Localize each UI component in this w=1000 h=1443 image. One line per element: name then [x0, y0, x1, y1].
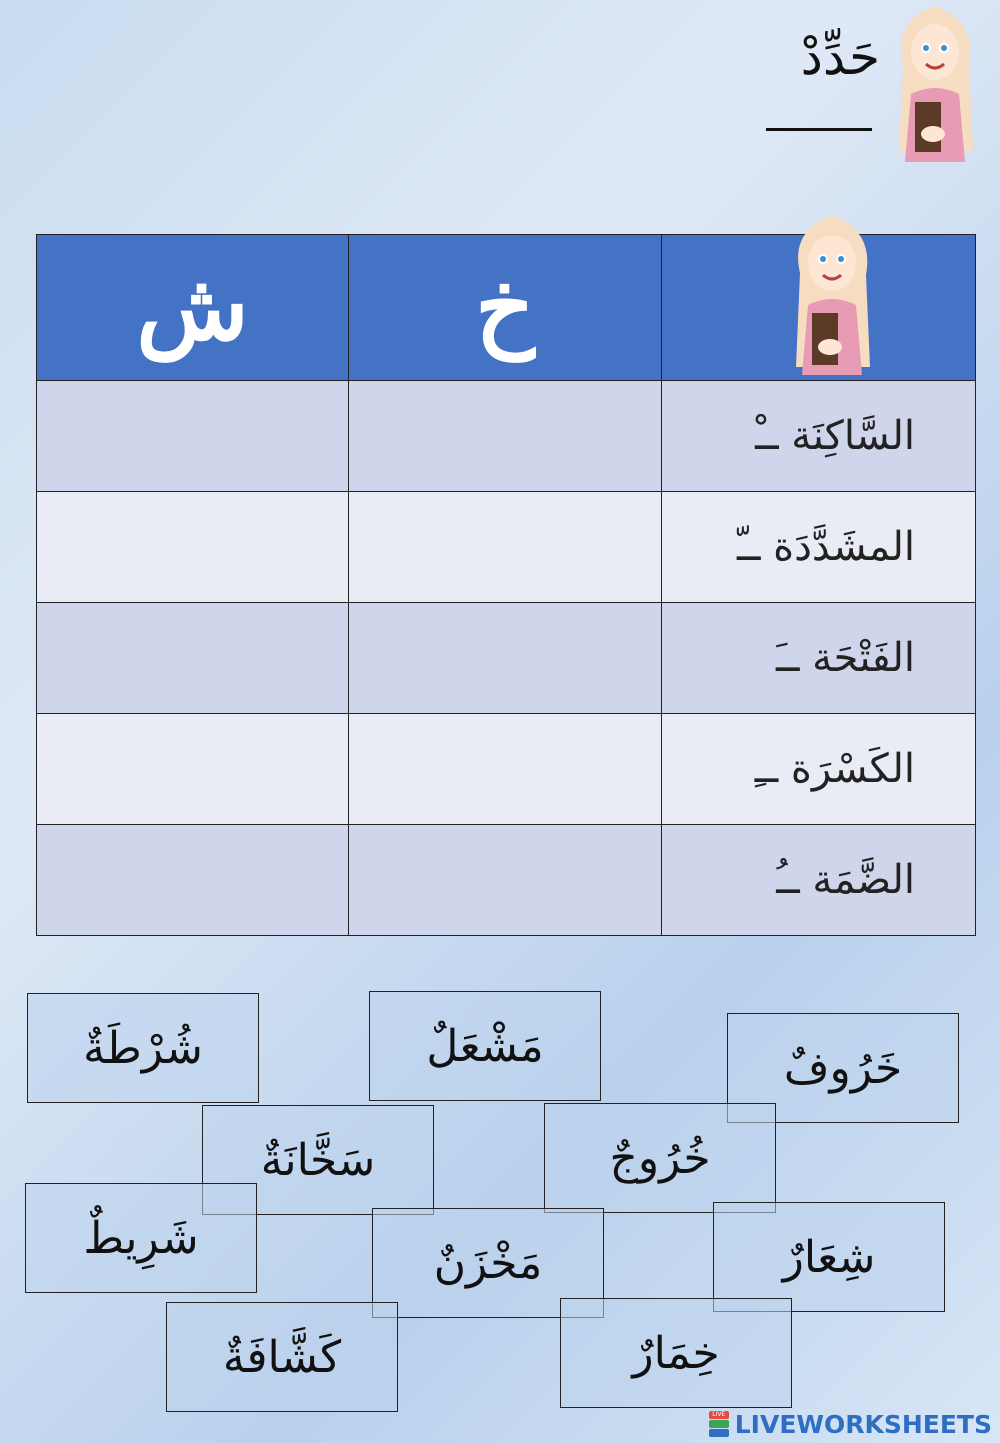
table-header-row: [37, 235, 976, 381]
word-card[interactable]: مَخْزَنٌ: [372, 1208, 604, 1318]
word-card[interactable]: خِمَارٌ: [560, 1298, 792, 1408]
row-label: المشَدَّدَة ــّ: [736, 524, 915, 570]
table-row: [37, 714, 976, 825]
table-row: [37, 603, 976, 714]
drop-cell-shin[interactable]: [37, 492, 349, 603]
word-card[interactable]: خُرُوجٌ: [544, 1103, 776, 1213]
row-label-cell: [662, 603, 976, 714]
row-label: الفَتْحَة ــَ: [775, 635, 915, 681]
header-cell-shin: [37, 235, 349, 381]
row-label: السَّاكِنَة ــْ: [755, 413, 915, 459]
drop-cell-kha[interactable]: [349, 825, 662, 936]
girl-avatar-icon: [790, 211, 874, 381]
girl-avatar-icon: [893, 2, 977, 164]
word-card[interactable]: خَرُوفٌ: [727, 1013, 959, 1123]
logo-text: LIVE: [709, 1411, 729, 1419]
drop-cell-kha[interactable]: [349, 603, 662, 714]
drop-cell-shin[interactable]: [37, 714, 349, 825]
word-card[interactable]: شُرْطَةٌ: [27, 993, 259, 1103]
table-row: [37, 381, 976, 492]
drop-cell-kha[interactable]: [349, 492, 662, 603]
title-block: [760, 28, 880, 138]
word-card[interactable]: سَخَّانَةٌ: [202, 1105, 434, 1215]
drop-cell-shin[interactable]: [37, 825, 349, 936]
row-label-cell: [662, 825, 976, 936]
word-card[interactable]: شِعَارٌ: [713, 1202, 945, 1312]
row-label-cell: [662, 381, 976, 492]
footer-brand: [709, 1408, 992, 1440]
row-label: الكَسْرَة ــِ: [754, 746, 915, 792]
sorting-table: [36, 234, 976, 936]
table-row: [37, 492, 976, 603]
word-card[interactable]: كَشَّافَةٌ: [166, 1302, 398, 1412]
page-title: حَدِّدْ: [800, 28, 880, 86]
drop-cell-shin[interactable]: [37, 603, 349, 714]
header-cell-kha: [349, 235, 662, 381]
table-row: [37, 825, 976, 936]
brand-name: LIVEWORKSHEETS: [734, 1409, 992, 1439]
word-card[interactable]: شَرِيطٌ: [25, 1183, 257, 1293]
header-letter: خ: [475, 253, 535, 361]
row-label-cell: [662, 492, 976, 603]
row-label: الضَّمَة ــُ: [776, 857, 915, 903]
header-cell-avatar: [662, 235, 976, 381]
row-label-cell: [662, 714, 976, 825]
drop-cell-kha[interactable]: [349, 381, 662, 492]
header-letter: ش: [136, 253, 249, 361]
drop-cell-shin[interactable]: [37, 381, 349, 492]
title-underline: [766, 128, 872, 131]
drop-cell-kha[interactable]: [349, 714, 662, 825]
liveworksheets-logo-icon: [709, 1411, 729, 1437]
word-card[interactable]: مَشْعَلٌ: [369, 991, 601, 1101]
